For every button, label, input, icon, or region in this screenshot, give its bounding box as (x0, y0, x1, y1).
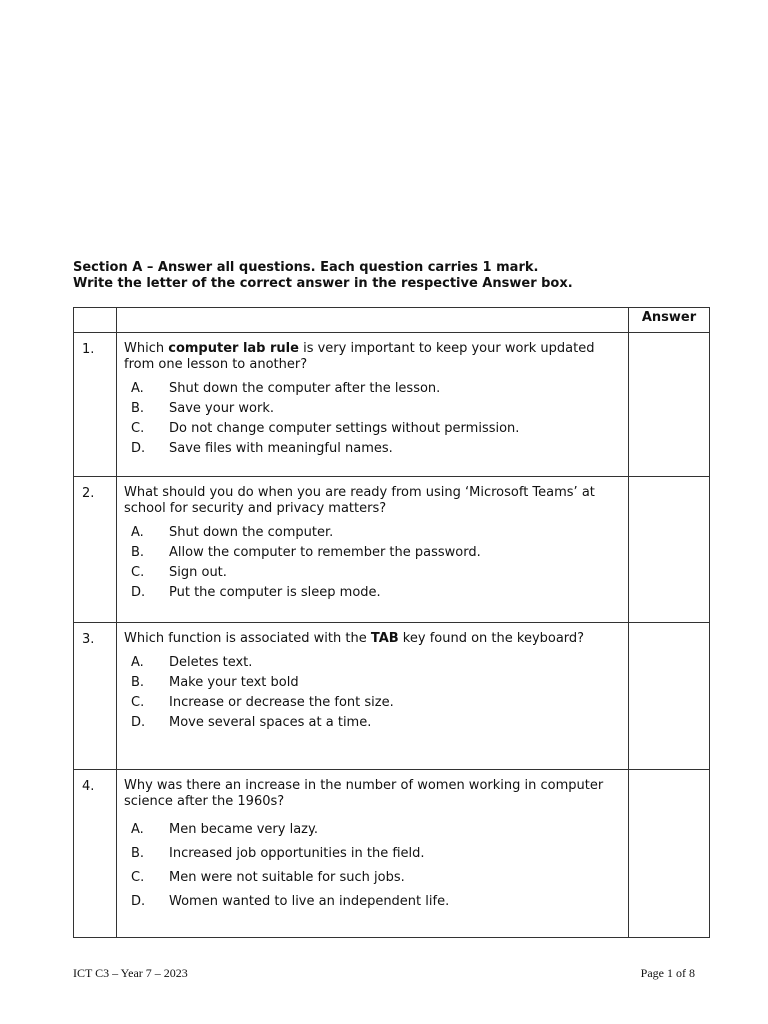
option-c: C. Sign out. (131, 565, 227, 580)
options-list (124, 653, 620, 733)
option-a: A. Shut down the computer. (131, 525, 334, 540)
option-b: B. Allow the computer to remember the password. (131, 545, 481, 560)
question-text: Which computer lab rule is very important to keep your work updated from one lesson to another? (124, 341, 595, 372)
table-header-row (74, 308, 710, 333)
answer-box[interactable] (629, 770, 710, 938)
option-a: A. Men became very lazy. (131, 822, 318, 837)
questions-table (73, 307, 710, 938)
options-list (124, 379, 620, 459)
options-list (124, 523, 620, 603)
question-text: What should you do when you are ready from using ‘Microsoft Teams’ at school for security and privacy matters? (124, 485, 595, 516)
option-c: C. Do not change computer settings without permission. (131, 421, 520, 436)
option-c: C. Increase or decrease the font size. (131, 695, 394, 710)
footer-course-info: ICT C3 – Year 7 – 2023 (73, 966, 188, 980)
question-text: Why was there an increase in the number of women working in computer science after the 1960s? (124, 778, 604, 809)
option-b: B. Increased job opportunities in the field. (131, 846, 425, 861)
answer-column-header: Answer (629, 308, 710, 333)
option-d: D. Women wanted to live an independent life. (131, 894, 450, 909)
options-list (124, 818, 620, 914)
question-row (74, 770, 710, 938)
option-b: B. Make your text bold (131, 675, 299, 690)
footer-page-number: Page 1 of 8 (640, 966, 695, 980)
header-question-cell (117, 308, 629, 333)
option-b: B. Save your work. (131, 401, 274, 416)
option-d: D. Put the computer is sleep mode. (131, 585, 381, 600)
question-cell (117, 770, 629, 938)
question-row (74, 477, 710, 623)
question-cell (117, 477, 629, 623)
question-row (74, 623, 710, 770)
question-number: 1. (74, 333, 117, 477)
answer-box[interactable] (629, 333, 710, 477)
section-instructions-line1: Section A – Answer all questions. Each question carries 1 mark. (73, 260, 539, 275)
question-number: 4. (74, 770, 117, 938)
question-number: 2. (74, 477, 117, 623)
option-a: A. Deletes text. (131, 655, 253, 670)
question-cell (117, 333, 629, 477)
header-number-cell (74, 308, 117, 333)
question-row (74, 333, 710, 477)
answer-box[interactable] (629, 477, 710, 623)
option-d: D. Save files with meaningful names. (131, 441, 393, 456)
section-instructions-line2: Write the letter of the correct answer in the respective Answer box. (73, 276, 573, 291)
option-c: C. Men were not suitable for such jobs. (131, 870, 405, 885)
option-a: A. Shut down the computer after the lesson. (131, 381, 441, 396)
option-d: D. Move several spaces at a time. (131, 715, 372, 730)
question-cell (117, 623, 629, 770)
answer-box[interactable] (629, 623, 710, 770)
question-text: Which function is associated with the TAB key found on the keyboard? (124, 631, 585, 646)
question-number: 3. (74, 623, 117, 770)
